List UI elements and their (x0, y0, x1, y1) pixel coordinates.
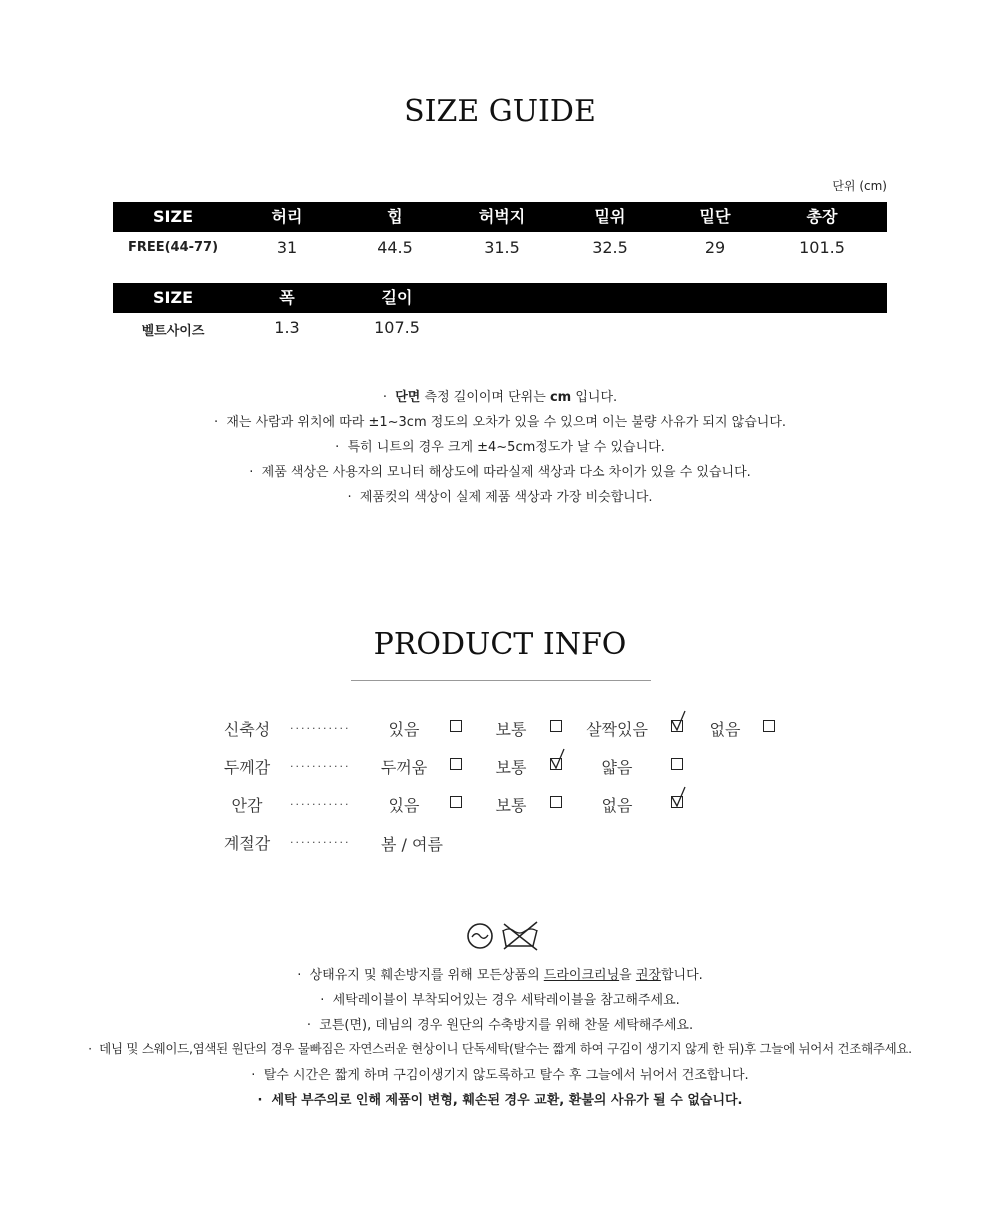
size-table-row (113, 238, 887, 260)
dry-clean-icon (466, 922, 494, 954)
size-guide-title: SIZE GUIDE (404, 94, 596, 129)
row-belt-size: 벨트사이즈 (141, 324, 205, 339)
row-hem: 29 (704, 238, 726, 257)
checkbox-unchecked[interactable] (550, 720, 562, 732)
checkbox-checked[interactable] (671, 796, 683, 808)
no-wash-icon (500, 920, 540, 956)
option-label: 보통 (495, 720, 527, 739)
info-label-season: 계절감 (223, 834, 271, 853)
size-note: · 재는 사람과 위치에 따라 ±1~3cm 정도의 오차가 있을 수 있으며 이는 불량 사유가 되지 않습니다. (213, 415, 787, 430)
header-hip: 힙 (387, 207, 403, 226)
care-note: · 데님 및 스웨이드,염색된 원단의 경우 물빠짐은 자연스러운 현상이니 단독세탁(탈수는 짧게 하여 구김이 생기지 않게 한 뒤)후 그늘에 뉘어서 건조해주세요. (88, 1041, 912, 1056)
info-label-thickness: 두께감 (223, 758, 271, 777)
leader-dots: ........... (290, 757, 351, 770)
season-value: 봄 / 여름 (381, 835, 443, 854)
option-label: 없음 (709, 720, 741, 739)
row-hip: 44.5 (377, 238, 413, 257)
row-waist: 31 (276, 238, 298, 257)
checkbox-unchecked[interactable] (671, 758, 683, 770)
row-thigh: 31.5 (484, 238, 520, 257)
unit-label: 단위 (cm) (832, 179, 887, 193)
care-note: · 상태유지 및 훼손방지를 위해 모든상품의 드라이크리닝을 권장합니다. (297, 968, 703, 983)
checkbox-checked[interactable] (671, 720, 683, 732)
checkbox-checked[interactable] (550, 758, 562, 770)
care-warning: · 세탁 부주의로 인해 제품이 변형, 훼손된 경우 교환, 환불의 사유가 될 수 없습니다. (257, 1093, 743, 1108)
checkbox-unchecked[interactable] (450, 720, 462, 732)
size-note: · 제품컷의 색상이 실제 제품 색상과 가장 비슷합니다. (347, 490, 653, 505)
size-note: · 특히 니트의 경우 크게 ±4~5cm정도가 날 수 있습니다. (335, 440, 665, 455)
size-table-header (113, 202, 887, 232)
product-info-title: PRODUCT INFO (373, 627, 627, 662)
header-thigh: 허벅지 (478, 207, 526, 226)
size-note: · 제품 색상은 사용자의 모니터 해상도에 따라실제 색상과 다소 차이가 있을 수 있습니다. (249, 465, 751, 480)
row-belt-length: 107.5 (374, 318, 420, 337)
header-size: SIZE (152, 207, 194, 226)
header-rise: 밑위 (594, 207, 626, 226)
option-label: 살짝있음 (586, 720, 648, 739)
option-label: 있음 (388, 720, 420, 739)
checkbox-unchecked[interactable] (550, 796, 562, 808)
row-rise: 32.5 (592, 238, 628, 257)
info-label-lining: 안감 (231, 796, 263, 815)
belt-table-header (113, 283, 887, 313)
header-length: 길이 (381, 288, 413, 307)
row-belt-width: 1.3 (274, 318, 300, 337)
header-width: 폭 (279, 288, 295, 307)
divider (351, 680, 651, 681)
info-label-elasticity: 신축성 (223, 720, 271, 739)
checkbox-unchecked[interactable] (450, 758, 462, 770)
option-label: 보통 (495, 758, 527, 777)
option-label: 두꺼움 (380, 758, 428, 777)
care-note: · 탈수 시간은 짧게 하며 구김이생기지 않도록하고 탈수 후 그늘에서 뉘어서 건조합니다. (251, 1068, 749, 1083)
leader-dots: ........... (290, 795, 351, 808)
care-note: · 세탁레이블이 부착되어있는 경우 세탁레이블을 참고해주세요. (320, 993, 680, 1008)
checkbox-unchecked[interactable] (450, 796, 462, 808)
size-note: · 단면 측정 길이이며 단위는 cm 입니다. (382, 390, 618, 405)
care-note: · 코튼(면), 데님의 경우 원단의 수축방지를 위해 찬물 세탁해주세요. (306, 1018, 694, 1033)
leader-dots: ........... (290, 719, 351, 732)
header-waist: 허리 (271, 207, 303, 226)
header-size: SIZE (152, 288, 194, 307)
option-label: 얇음 (601, 758, 633, 777)
row-length: 101.5 (799, 238, 845, 257)
belt-table-row (113, 318, 887, 340)
header-length: 총장 (806, 207, 838, 226)
row-size: FREE(44-77) (127, 240, 219, 255)
header-hem: 밑단 (699, 207, 731, 226)
option-label: 있음 (388, 796, 420, 815)
option-label: 보통 (495, 796, 527, 815)
option-label: 없음 (601, 796, 633, 815)
leader-dots: ........... (290, 833, 351, 846)
checkbox-unchecked[interactable] (763, 720, 775, 732)
